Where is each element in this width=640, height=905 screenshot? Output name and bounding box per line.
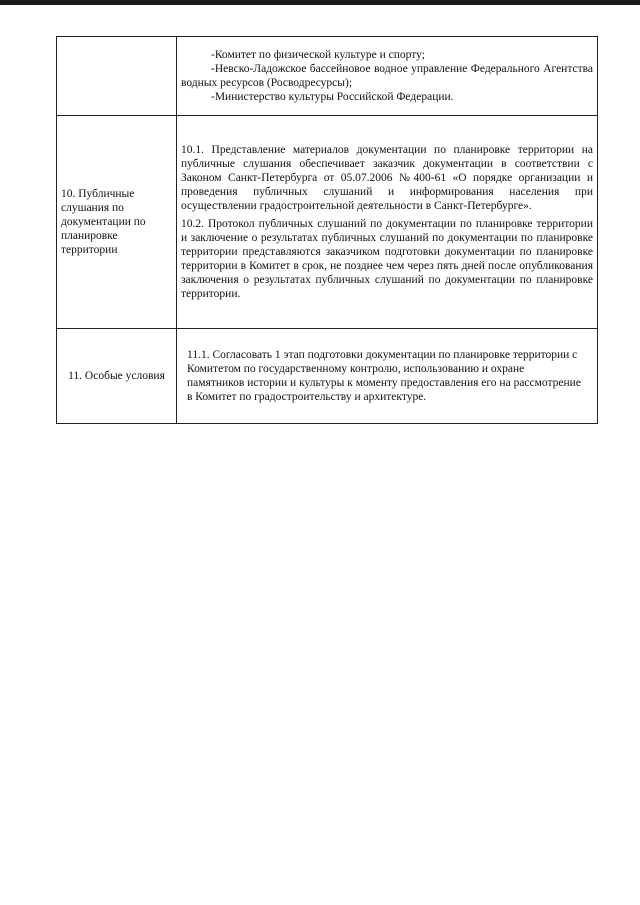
row-content-cell [177,116,598,329]
clause-11-1: 11.1. Согласовать 1 этап подготовки документации по планировке территории с Комитетом по государственному контролю, использованию и охране памятников истории и культуры к моменту предоставления его на рассмотрение в Комитет по градостроительству и архитектуре. [187,349,581,403]
row-label-public-hearings: 10. Публичные слушания по документации по планировке территории [57,116,177,329]
list-item-water-management: -Невско-Ладожское бассейновое водное управление Федерального Агентства водных ресурсов (Росводресурсы); [181,63,593,89]
clause-10-2: 10.2. Протокол публичных слушаний по документации по планировке территории и заключение о результатах публичных слушаний по документации по планировке территории представляются заказчиком подготовки документации по планировке территории в Комитет в срок, не позднее чем через пять дней после опубликования заключения о результатах публичных слушаний по документации по планировке территории. [181,218,593,300]
row-content-cell [177,329,598,424]
table-row [57,329,598,424]
list-item-culture-ministry: -Министерство культуры Российской Федерации. [211,91,454,103]
clause-10-1: 10.1. Представление материалов документации по планировке территории на публичные слушания обеспечивает заказчик документации в соответствии с Законом Санкт-Петербурга от 05.07.2006 №400-61 «О порядке организации и проведения публичных слушаний и информирования населения при осуществлении градостроительной деятельности в Санкт-Петербурге». [181,144,593,212]
requirements-table [56,36,598,424]
row-content-cell [177,37,598,116]
list-item-sports-committee: -Комитет по физической культуре и спорту; [211,49,425,61]
table-row [57,116,598,329]
row-label-special-conditions: 11. Особые условия [57,329,177,424]
table-row [57,37,598,116]
top-border-rule [0,0,640,5]
row-label-cell [57,37,177,116]
